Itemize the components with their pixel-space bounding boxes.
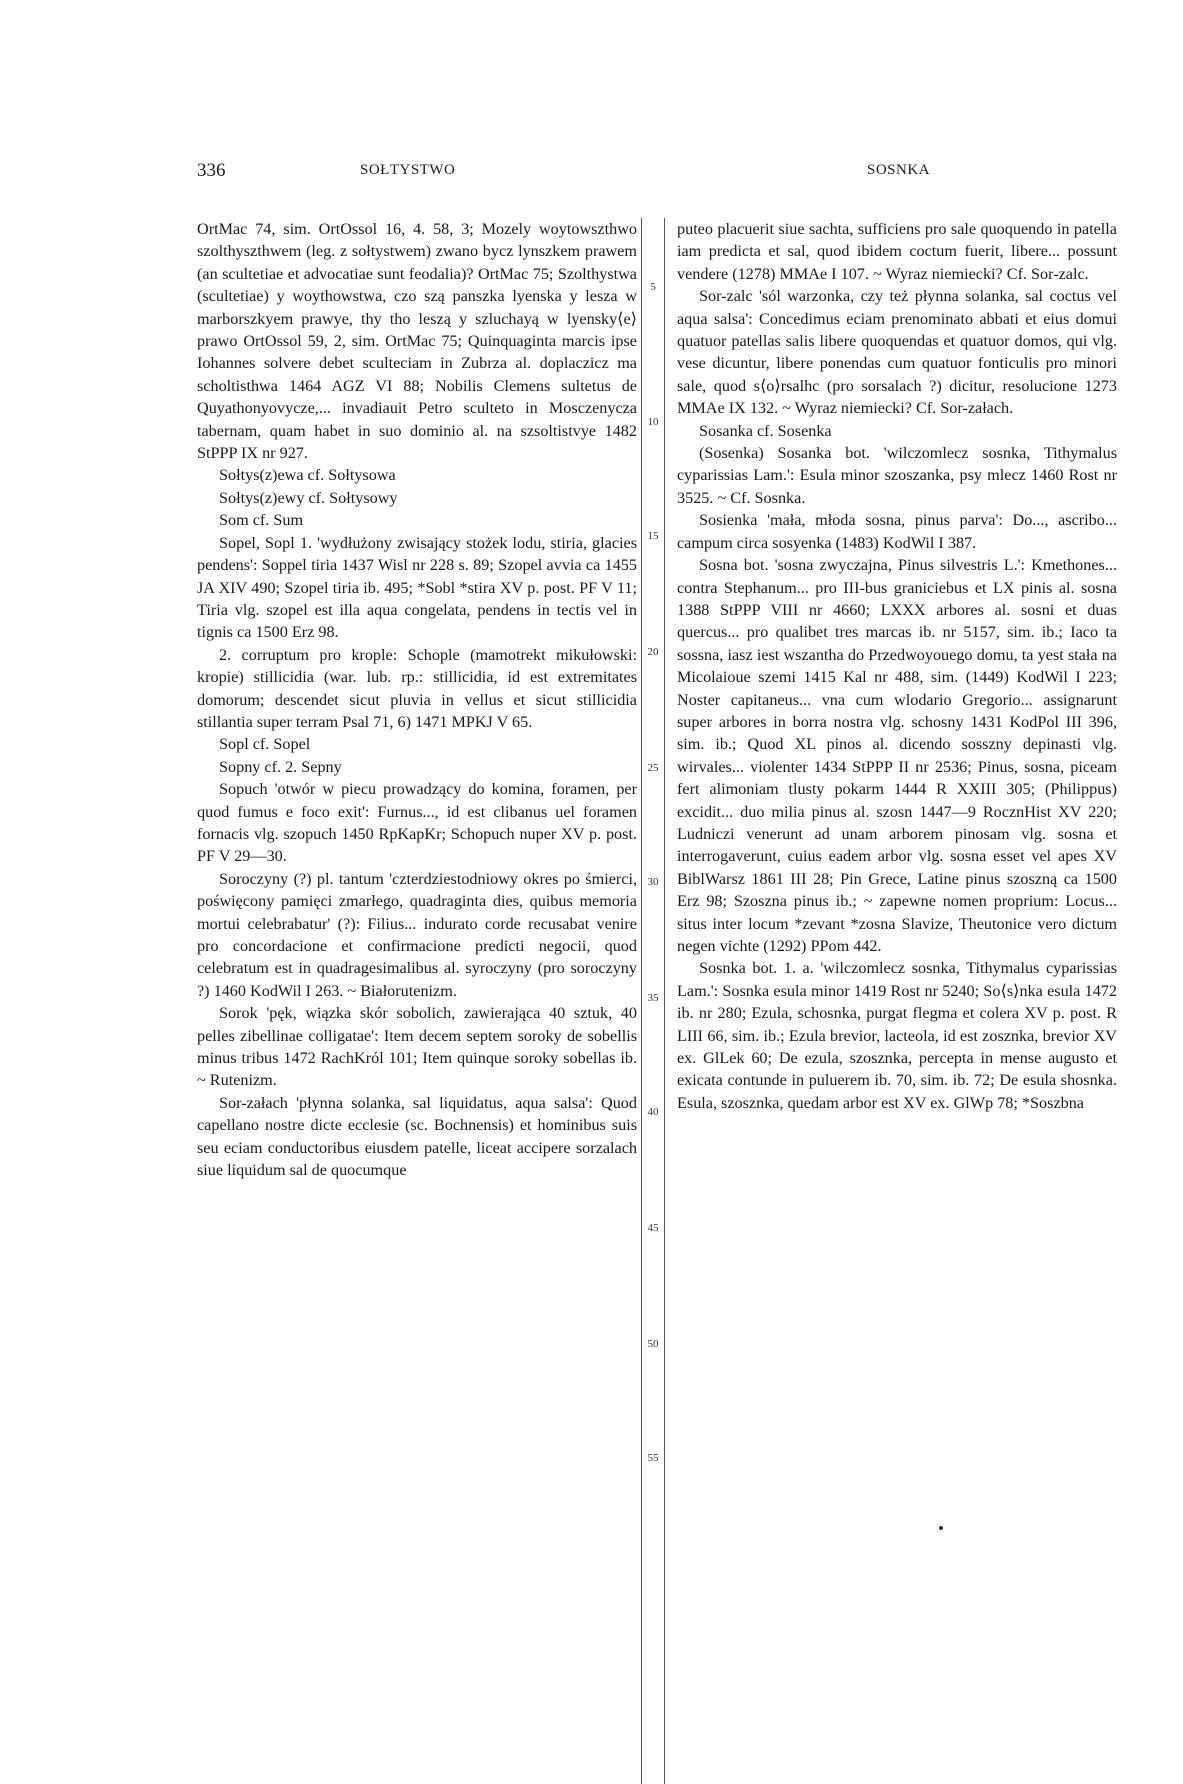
line-number: 50 bbox=[647, 1338, 659, 1350]
column-rule-right bbox=[664, 218, 665, 1784]
line-number: 10 bbox=[647, 416, 659, 428]
line-number: 35 bbox=[647, 992, 659, 1004]
column-rule-left bbox=[641, 218, 642, 1784]
dictionary-entry: Sopl cf. Sopel bbox=[219, 735, 311, 754]
entry-continuation: OrtMac 74, sim. OrtOssol 16, 4. 58, 3; Mozely woytowszthwo szolthyszthwem (leg. z sołtystwem) zwano bycz lynszkem prawem (an scultetiae et advocatiae sunt feodalia)? OrtMac 75; Szolthystwa (scultetiae) y woythowstwa, czo szą panszka lyenska y lesza w marborszkyem prawye, thy tho leszą y szluchayą w lyensky⟨e⟩ prawo OrtOssol 59, 2, sim. OrtMac 75; Quinquaginta marcis ipse Iohannes solvere debet sculteciam in Zubrza al. doplaczicz ma scholtisthwa 1464 AGZ VI 88; Nobilis Clemens sultetus de Quyathonyovycze,... invadiauit Petro sculteto in Mosczenycza tabernam, quam habet in suo dominio al. na szsoltistvye 1482 StPPP IX nr 927. bbox=[197, 220, 637, 463]
dictionary-entry: Sopny cf. 2. Sepny bbox=[219, 757, 342, 776]
right-column bbox=[677, 218, 1117, 1114]
dictionary-entry: Sopuch 'otwór w piecu prowadzący do komina, foramen, per quod fumus e foco exit': Furnus..., id est clibanus uel foramen fornacis vlg. szopuch 1450 RpKapKr; Schopuch nuper XV p. post. PF V 29—30. bbox=[197, 780, 637, 866]
line-number: 30 bbox=[647, 876, 659, 888]
dictionary-entry: Sosnka bot. 1. a. 'wilczomlecz sosnka, Tithymalus cyparissias Lam.': Sosnka esula minor 1419 Rost nr 5240; So⟨s⟩nka esula 1472 ib. nr 280; Ezula, schosnka, purgat flegma et colera XV p. post. R LIII 66, sim. ib.; Ezula brevior, lacteola, id est zosznka, brevior XV ex. GlLek 60; De ezula, szosznka, percepta in mense augusto et exicata contunde in puluerem ib. 70, sim. ib. 72; De esula shosnka. Esula, szosznka, quedam arbor est XV ex. GlWp 78; *Soszbna bbox=[677, 959, 1117, 1112]
dictionary-entry: Sor-załach 'płynna solanka, sal liquidatus, aqua salsa': Quod capellano nostre dicte ecclesie (sc. Bochnensis) et hominibus suis seu eciam conductoribus eiusdem patelle, liceat accipere sorzalach siue liquidum sal de quocumque bbox=[197, 1093, 637, 1180]
line-number: 45 bbox=[647, 1222, 659, 1234]
line-number: 15 bbox=[647, 530, 659, 542]
dictionary-entry: (Sosenka) Sosanka bot. 'wilczomlecz sosnka, Tithymalus cyparissias Lam.': Esula minor szoszanka, psy mlecz 1460 Rost nr 3525. ~ Cf. Sosnka. bbox=[677, 444, 1117, 507]
line-number: 5 bbox=[650, 281, 656, 293]
line-number: 55 bbox=[647, 1452, 659, 1464]
dictionary-entry: Sołtys(z)ewy cf. Sołtysowy bbox=[219, 488, 398, 507]
entry-continuation: puteo placuerit siue sachta, sufficiens pro sale quoquendo in patella iam predicta et sal, quod ibidem coctum fuerit, libere... possunt vendere (1278) MMAe I 107. ~ Wyraz niemiecki? Cf. Sor-zalc. bbox=[677, 220, 1117, 283]
dictionary-entry: Sosna bot. 'sosna zwyczajna, Pinus silvestris L.': Kmethones... contra Stephanum... pro III-bus graniciebus et LX pinis al. sosna 1388 StPPP VIII nr 4660; LXXX arbores al. sosni et duas quercus... pro qualibet tres marcas ib. nr 5157, sim. ib.; Iaco ta sossna, iasz iest wszantha do Przedwoyouego domu, ta yest stała na Micolaioue szemi 1415 Kal nr 488, sim. (1449) KodWil I 223; Noster capitaneus... vna cum wlodario Gregorio... assignarunt super arbores in borra nostra vlg. schosny 1431 KodPol III 396, sim. ib.; Quod XL pinos al. dicendo sosszny depinasti vlg. wirvales... violenter 1434 StPPP II nr 2536; Pinus, sosna, piceam fert alimoniam tlusty pokarm 1444 R XXIII 305; (Philippus) excidit... duo milia pinus al. szosn 1447—9 RocznHist XV 220; Ludniczi venerunt ad unam arborem pinosam vlg. sosna et interrogaverunt, cuius eadem arbor vlg. sosna esset vel apes XV BiblWarsz 1861 III 28; Pin Grece, Latine pinus szoszną ca 1500 Erz 98; Szoszna pinus ib.; ~ zapewne nomen proprium: Locus... situs inter locum *zevant *zosna Slavize, Theutonice vero dictum negen vichte (1292) PPom 442. bbox=[677, 556, 1117, 955]
line-number: 20 bbox=[647, 646, 659, 658]
line-number: 40 bbox=[647, 1106, 659, 1118]
line-number: 25 bbox=[647, 762, 659, 774]
ink-speck bbox=[939, 1526, 943, 1530]
dictionary-entry: Sorok 'pęk, wiązka skór sobolich, zawierająca 40 sztuk, 40 pelles zibellinae colligatae': Item decem septem soroky de sobellis minus tribus 1472 RachKról 101; Item quinque soroky sobellas ib. ~ Rutenizm. bbox=[197, 1004, 637, 1090]
right-running-head: SOSNKA bbox=[867, 162, 931, 178]
left-running-head: SOŁTYSTWO bbox=[360, 162, 456, 178]
dictionary-entry: 2. corruptum pro krople: Schople (mamotrekt mikułowski: kropie) stillicidia (war. lub. rp.: stillicidia, id est extremitates domorum; descendet sicut pluvia in vellus et sicut stillicidia stillantia super terram Psal 71, 6) 1471 MPKJ V 65. bbox=[197, 645, 637, 731]
dictionary-entry: Sosienka 'mała, młoda sosna, pinus parva': Do..., ascribo... campum circa sosyenka (1483) KodWil I 387. bbox=[677, 511, 1117, 552]
left-column bbox=[197, 218, 637, 1181]
dictionary-entry: Som cf. Sum bbox=[219, 511, 304, 530]
running-header bbox=[0, 160, 1183, 184]
dictionary-entry: Soroczyny (?) pl. tantum 'czterdziestodniowy okres po śmierci, poświęcony pamięci zmarłego, quadraginta dies, quibus memoria mortui celebrabatur' (?): Filius... indurato corde recusabat venire pro concordacione et confirmacione predicti negocii, quod celebratum est in quadragesimalibus al. syroczyny (pro soroczyny ?) 1460 KodWil I 263. ~ Białorutenizm. bbox=[197, 869, 637, 1000]
page-number: 336 bbox=[197, 160, 226, 181]
dictionary-entry: Sopel, Sopl 1. 'wydłużony zwisający stożek lodu, stiria, glacies pendens': Soppel tiria 1437 Wisl nr 228 s. 89; Szopel avvia ca 1455 JA XIV 490; Szopel tiria ib. 495; *Sobl *stira XV p. post. PF V 11; Tiria vlg. szopel est illa aqua congelata, pendens in tectis vel in tignis ca 1500 Erz 98. bbox=[197, 533, 637, 642]
dictionary-entry: Sołtys(z)ewa cf. Sołtysowa bbox=[219, 466, 396, 485]
dictionary-entry: Sor-zalc 'sól warzonka, czy też płynna solanka, sal coctus vel aqua salsa': Concedimus eciam prenominato abbati et eius domui quatuor patellas salis libere quoquendas et quatuor domos, qui vlg. vese dicuntur, libere ponendas cum quatuor fonticulis pro minori sale, quod s⟨o⟩rsalhc (pro sorsalach ?) dicitur, resolucione 1273 MMAe IX 132. ~ Wyraz niemiecki? Cf. Sor-załach. bbox=[677, 287, 1117, 418]
dictionary-entry: Sosanka cf. Sosenka bbox=[699, 421, 832, 440]
